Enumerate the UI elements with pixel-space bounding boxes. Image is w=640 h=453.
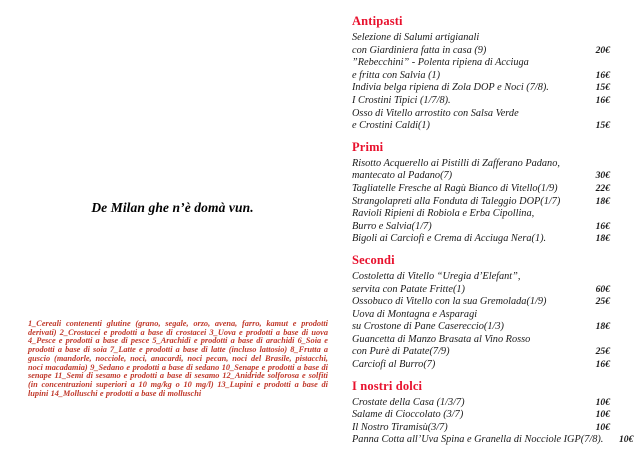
menu-item-name: I Crostini Tipici (1/7/8). bbox=[352, 94, 451, 106]
menu-item-price: 16€ bbox=[595, 69, 610, 81]
menu-item-price: 16€ bbox=[595, 94, 610, 106]
menu-item-name: Costoletta di Vitello “Uregia d’Elefant”, bbox=[352, 270, 521, 282]
menu-item bbox=[352, 120, 610, 133]
menu-item-price: 18€ bbox=[595, 195, 610, 207]
menu-item-price: 22€ bbox=[595, 182, 610, 194]
menu-item bbox=[352, 221, 610, 234]
menu-section-primi bbox=[352, 140, 610, 246]
menu-item-price: 20€ bbox=[595, 44, 610, 56]
menu-item bbox=[352, 95, 610, 108]
menu-item-name: Risotto Acquerello ai Pistilli di Zafferano Padano, bbox=[352, 157, 560, 169]
menu-item-name: Panna Cotta all’Uva Spina e Granella di Nocciole IGP(7/8). bbox=[352, 434, 604, 446]
menu-item bbox=[352, 309, 610, 322]
menu-item bbox=[352, 422, 610, 435]
section-heading-i-nostri-dolci: I nostri dolci bbox=[352, 378, 423, 393]
menu-item-name: con Purè di Patate(7/9) bbox=[352, 346, 450, 358]
menu-item-price: 15€ bbox=[595, 82, 610, 94]
menu-item-price: 25€ bbox=[595, 346, 610, 358]
menu-item-price: 10€ bbox=[595, 396, 610, 408]
menu-item bbox=[352, 296, 610, 309]
restaurant-tagline: De Milan ghe n’è domà vun. bbox=[91, 200, 254, 215]
menu-item-price: 16€ bbox=[595, 359, 610, 371]
menu-item bbox=[352, 158, 610, 171]
menu-item-name: su Crostone di Pane Casereccio(1/3) bbox=[352, 321, 504, 333]
menu-item bbox=[352, 196, 610, 209]
menu-item-price: 30€ bbox=[595, 170, 610, 182]
menu-item bbox=[352, 359, 610, 372]
menu-item-price: 25€ bbox=[595, 296, 610, 308]
menu-item bbox=[352, 321, 610, 334]
menu-item bbox=[352, 170, 610, 183]
menu-item bbox=[352, 32, 610, 45]
menu-item bbox=[352, 108, 610, 121]
menu-item-price: 18€ bbox=[595, 233, 610, 245]
menu-item-name: Guancetta di Manzo Brasata al Vino Rosso bbox=[352, 333, 531, 345]
menu-item bbox=[352, 397, 610, 410]
section-items-i-nostri-dolci bbox=[352, 396, 634, 447]
menu-item bbox=[352, 346, 610, 359]
menu-item-price: 15€ bbox=[595, 120, 610, 132]
section-heading-antipasti: Antipasti bbox=[352, 14, 403, 28]
menu-item-name: servita con Patate Fritte(1) bbox=[352, 283, 465, 295]
menu-item-name: Crostate della Casa (1/3/7) bbox=[352, 396, 465, 408]
menu-item bbox=[352, 284, 610, 297]
menu-section-secondi bbox=[352, 253, 610, 372]
menu-item-name: Burro e Salvia(1/7) bbox=[352, 220, 432, 232]
menu-item-name: Tagliatelle Fresche al Ragù Bianco di Vitello(1/9) bbox=[352, 182, 558, 194]
menu-item-name: Bigoli ai Carciofi e Crema di Acciuga Nera(1). bbox=[352, 233, 547, 245]
menu-item bbox=[352, 409, 610, 422]
menu-item-price: 60€ bbox=[595, 283, 610, 295]
menu-item bbox=[352, 233, 610, 246]
menu-item bbox=[352, 82, 610, 95]
menu-item-price: 18€ bbox=[595, 321, 610, 333]
menu-item-price: 16€ bbox=[595, 220, 610, 232]
menu-item-name: Salame di Cioccolato (3/7) bbox=[352, 409, 464, 421]
menu-item bbox=[352, 208, 610, 221]
menu-item-name: e fritta con Salvia (1) bbox=[352, 69, 441, 81]
section-heading-primi: Primi bbox=[352, 139, 384, 154]
menu-item-name: Osso di Vitello arrostito con Salsa Verde bbox=[352, 107, 519, 119]
menu-item-name: Indivia belga ripiena di Zola DOP e Noci (7/8). bbox=[352, 82, 549, 94]
menu-item-name: ”Rebecchini” - Polenta ripiena di Acciuga bbox=[352, 57, 529, 69]
menu-item-name: Selezione di Salumi artigianali bbox=[352, 32, 480, 43]
menu-item-price: 10€ bbox=[595, 421, 610, 433]
menu-item-name: con Giardiniera fatta in casa (9) bbox=[352, 44, 487, 56]
menu-item-name: Il Nostro Tiramisù(3/7) bbox=[352, 421, 448, 433]
section-items-antipasti bbox=[352, 32, 610, 133]
menu-item bbox=[352, 183, 610, 196]
menu-item-name: Uova di Montagna e Asparagi bbox=[352, 308, 478, 320]
section-items-secondi bbox=[352, 271, 610, 372]
menu-section-antipasti bbox=[352, 14, 610, 133]
section-items-primi bbox=[352, 158, 610, 246]
menu-item bbox=[352, 70, 610, 83]
allergen-legend: 1_Cereali contenenti glutine (grano, segale, orzo, avena, farro, kamut e prodotti derivati) 2_Crostacei e prodotti a base di crostacei 3_Uova e prodotti a base di uova 4_Pesce e prodotti a base di pesce 5_Arachidi e prodotti a base di arachidi 6_Soia e prodotti a base di soia 7_Latte e prodotti a base di latte (incluso lattosio) 8_Frutta a guscio (mandorle, nocciole, noci, anacardi, noci pecan, noci del Brasile, pistacchi, noci macadamia) 9_Sedano e prodotti a base di sedano 10_Senape e prodotti a base di senape 11_Semi di sesamo e prodotti a base di sesamo 12_Anidride solforosa e solfiti (in concentrazioni superiori a 10 mg/kg o 10 mg/l) 13_Lupini e prodotti a base di lupini 14_Molluschi e prodotti a base di molluschi bbox=[28, 319, 328, 398]
menu-item-name: Carciofi al Burro(7) bbox=[352, 359, 436, 371]
menu-item bbox=[352, 334, 610, 347]
section-heading-secondi: Secondi bbox=[352, 252, 395, 267]
menu-item-name: Ossobuco di Vitello con la sua Gremolada(1/9) bbox=[352, 296, 547, 308]
menu-item-name: Strangolapreti alla Fonduta di Taleggio DOP(1/7) bbox=[352, 195, 561, 207]
menu-item-name: mantecato al Padano(7) bbox=[352, 170, 453, 182]
menu-item bbox=[352, 45, 610, 58]
menu-item bbox=[352, 271, 610, 284]
menu-item-price: 10€ bbox=[595, 409, 610, 421]
menu-item-price: 10€ bbox=[618, 434, 634, 446]
menu-item bbox=[352, 434, 634, 447]
menu-item-name: Ravioli Ripieni di Robiola e Erba Cipollina, bbox=[352, 208, 535, 220]
menu-section-i-nostri-dolci bbox=[352, 378, 634, 447]
menu-column bbox=[352, 14, 634, 447]
menu-item-name: e Crostini Caldi(1) bbox=[352, 120, 430, 132]
menu-item bbox=[352, 57, 610, 70]
